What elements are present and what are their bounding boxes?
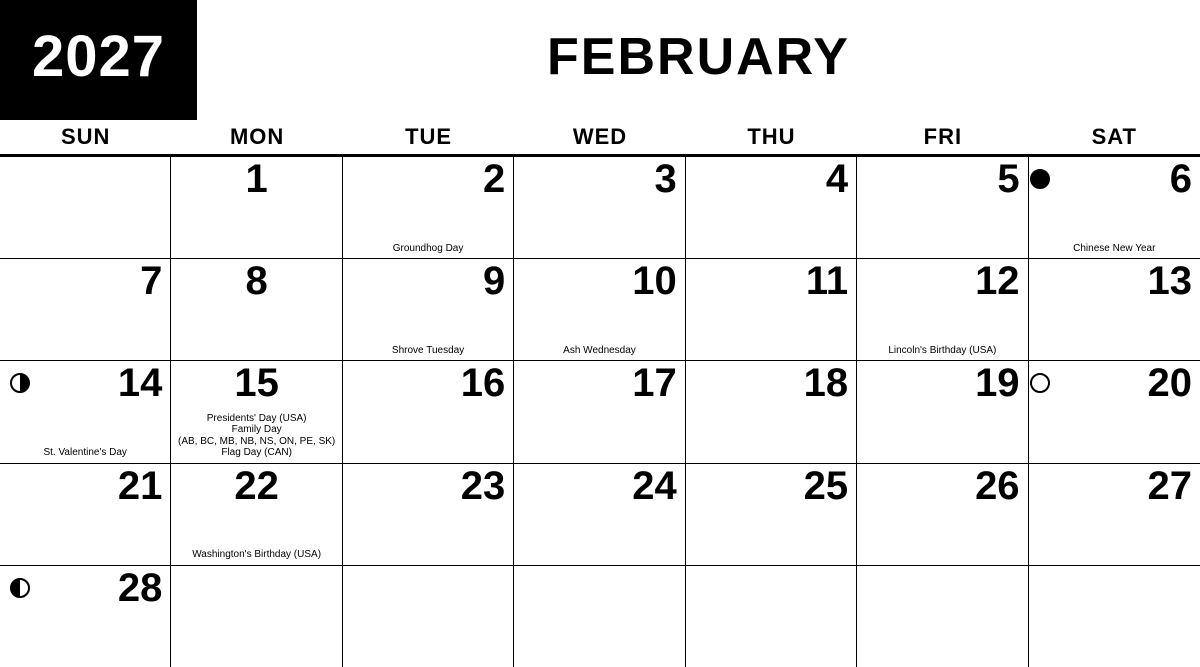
- calendar-week-row: [0, 361, 1200, 463]
- calendar-week-row: [0, 259, 1200, 361]
- day-events: [0, 447, 170, 459]
- day-number: 9: [483, 259, 506, 304]
- event-label: Chinese New Year: [1073, 242, 1156, 254]
- day-events: [857, 345, 1027, 357]
- calendar-day-cell[interactable]: [343, 464, 514, 565]
- calendar-day-cell-empty: [514, 566, 685, 667]
- calendar-day-cell[interactable]: [686, 157, 857, 258]
- calendar-day-cell[interactable]: [171, 259, 342, 360]
- day-number: 2: [483, 157, 506, 201]
- day-number: 13: [1147, 259, 1192, 304]
- calendar-day-cell[interactable]: [514, 464, 685, 565]
- calendar-grid: [0, 157, 1200, 667]
- calendar-day-cell[interactable]: [171, 157, 342, 258]
- event-label: Lincoln's Birthday (USA): [888, 344, 997, 356]
- calendar-day-cell[interactable]: [343, 361, 514, 462]
- calendar-day-cell[interactable]: [0, 259, 171, 360]
- weekday-sat: SAT: [1091, 124, 1137, 149]
- calendar-day-cell[interactable]: [686, 464, 857, 565]
- day-number: 7: [140, 259, 163, 304]
- event-label: St. Valentine's Day: [43, 447, 127, 459]
- day-number: 15: [234, 361, 279, 406]
- calendar-day-cell[interactable]: [686, 259, 857, 360]
- calendar-day-cell[interactable]: [171, 361, 342, 462]
- calendar-day-cell-empty: [686, 566, 857, 667]
- day-number: 4: [825, 157, 849, 201]
- day-number: 6: [1169, 157, 1192, 201]
- calendar-day-cell[interactable]: [0, 464, 171, 565]
- day-number: 3: [654, 157, 677, 201]
- calendar-day-cell[interactable]: [857, 464, 1028, 565]
- day-number: 14: [117, 361, 163, 406]
- calendar-week-row: [0, 464, 1200, 566]
- day-events: [1029, 243, 1200, 255]
- event-label: Flag Day (CAN): [221, 447, 292, 459]
- calendar-week-row: [0, 566, 1200, 667]
- day-number: 20: [1147, 361, 1192, 406]
- moon-phase-first-icon: [10, 578, 30, 598]
- calendar-day-cell[interactable]: [343, 157, 514, 258]
- day-number: 18: [803, 361, 849, 406]
- calendar-day-cell[interactable]: [0, 361, 171, 462]
- calendar-day-cell[interactable]: [0, 566, 171, 667]
- calendar-day-cell-empty: [0, 157, 171, 258]
- day-number: 21: [117, 463, 163, 508]
- calendar-day-cell[interactable]: [1029, 157, 1200, 258]
- calendar-day-cell[interactable]: [514, 259, 685, 360]
- day-number: 5: [997, 157, 1020, 201]
- event-label: Family Day: [231, 424, 282, 436]
- day-events: [343, 243, 513, 255]
- day-number: 1: [245, 157, 268, 201]
- day-events: [514, 345, 684, 357]
- calendar-day-cell[interactable]: [686, 361, 857, 462]
- calendar-day-cell[interactable]: [343, 259, 514, 360]
- calendar-day-cell-empty: [171, 566, 342, 667]
- event-label: Ash Wednesday: [563, 344, 636, 356]
- calendar-day-cell[interactable]: [857, 157, 1028, 258]
- calendar-header: [0, 0, 1200, 120]
- calendar-day-cell-empty: [1029, 566, 1200, 667]
- weekday-header-row: [0, 120, 1200, 157]
- moon-phase-full-icon: [1030, 373, 1050, 393]
- calendar-day-cell[interactable]: [171, 464, 342, 565]
- calendar-day-cell[interactable]: [1029, 259, 1200, 360]
- day-number: 26: [975, 463, 1020, 508]
- event-label: Groundhog Day: [392, 242, 464, 254]
- moon-phase-last-icon: [10, 373, 30, 393]
- calendar-day-cell[interactable]: [857, 361, 1028, 462]
- calendar-day-cell[interactable]: [514, 361, 685, 462]
- day-number: 12: [975, 259, 1020, 304]
- day-number: 27: [1147, 463, 1192, 508]
- weekday-mon: MON: [229, 124, 285, 149]
- calendar-day-cell-empty: [343, 566, 514, 667]
- event-label: Presidents' Day (USA): [206, 412, 307, 424]
- event-label: Washington's Birthday (USA): [192, 549, 322, 561]
- day-number: 19: [975, 361, 1020, 406]
- day-number: 16: [460, 361, 506, 406]
- day-number: 22: [234, 463, 279, 508]
- weekday-sun: SUN: [60, 124, 111, 149]
- month-block: [197, 0, 1200, 120]
- day-number: 25: [803, 463, 849, 508]
- moon-phase-new-icon: [1030, 169, 1050, 189]
- weekday-tue: TUE: [405, 124, 453, 149]
- month-label: FEBRUARY: [547, 28, 850, 86]
- day-number: 23: [460, 463, 506, 508]
- year-block: [0, 0, 197, 120]
- day-number: 10: [632, 259, 677, 304]
- calendar-day-cell[interactable]: [514, 157, 685, 258]
- day-number: 28: [117, 565, 163, 610]
- day-events: [343, 345, 513, 357]
- day-events: [171, 549, 341, 561]
- day-events: [171, 413, 341, 459]
- day-number: 24: [632, 463, 677, 508]
- event-label: Shrove Tuesday: [391, 344, 465, 356]
- day-number: 8: [245, 259, 268, 304]
- calendar-day-cell[interactable]: [857, 259, 1028, 360]
- weekday-thu: THU: [747, 124, 796, 149]
- calendar-day-cell[interactable]: [1029, 361, 1200, 462]
- weekday-wed: WED: [572, 124, 628, 149]
- weekday-fri: FRI: [923, 124, 963, 149]
- calendar-day-cell[interactable]: [1029, 464, 1200, 565]
- calendar-week-row: [0, 157, 1200, 259]
- event-label: (AB, BC, MB, NB, NS, ON, PE, SK): [178, 435, 336, 447]
- day-number: 11: [805, 259, 849, 304]
- calendar-day-cell-empty: [857, 566, 1028, 667]
- day-number: 17: [632, 361, 677, 406]
- year-label: 2027: [31, 24, 166, 89]
